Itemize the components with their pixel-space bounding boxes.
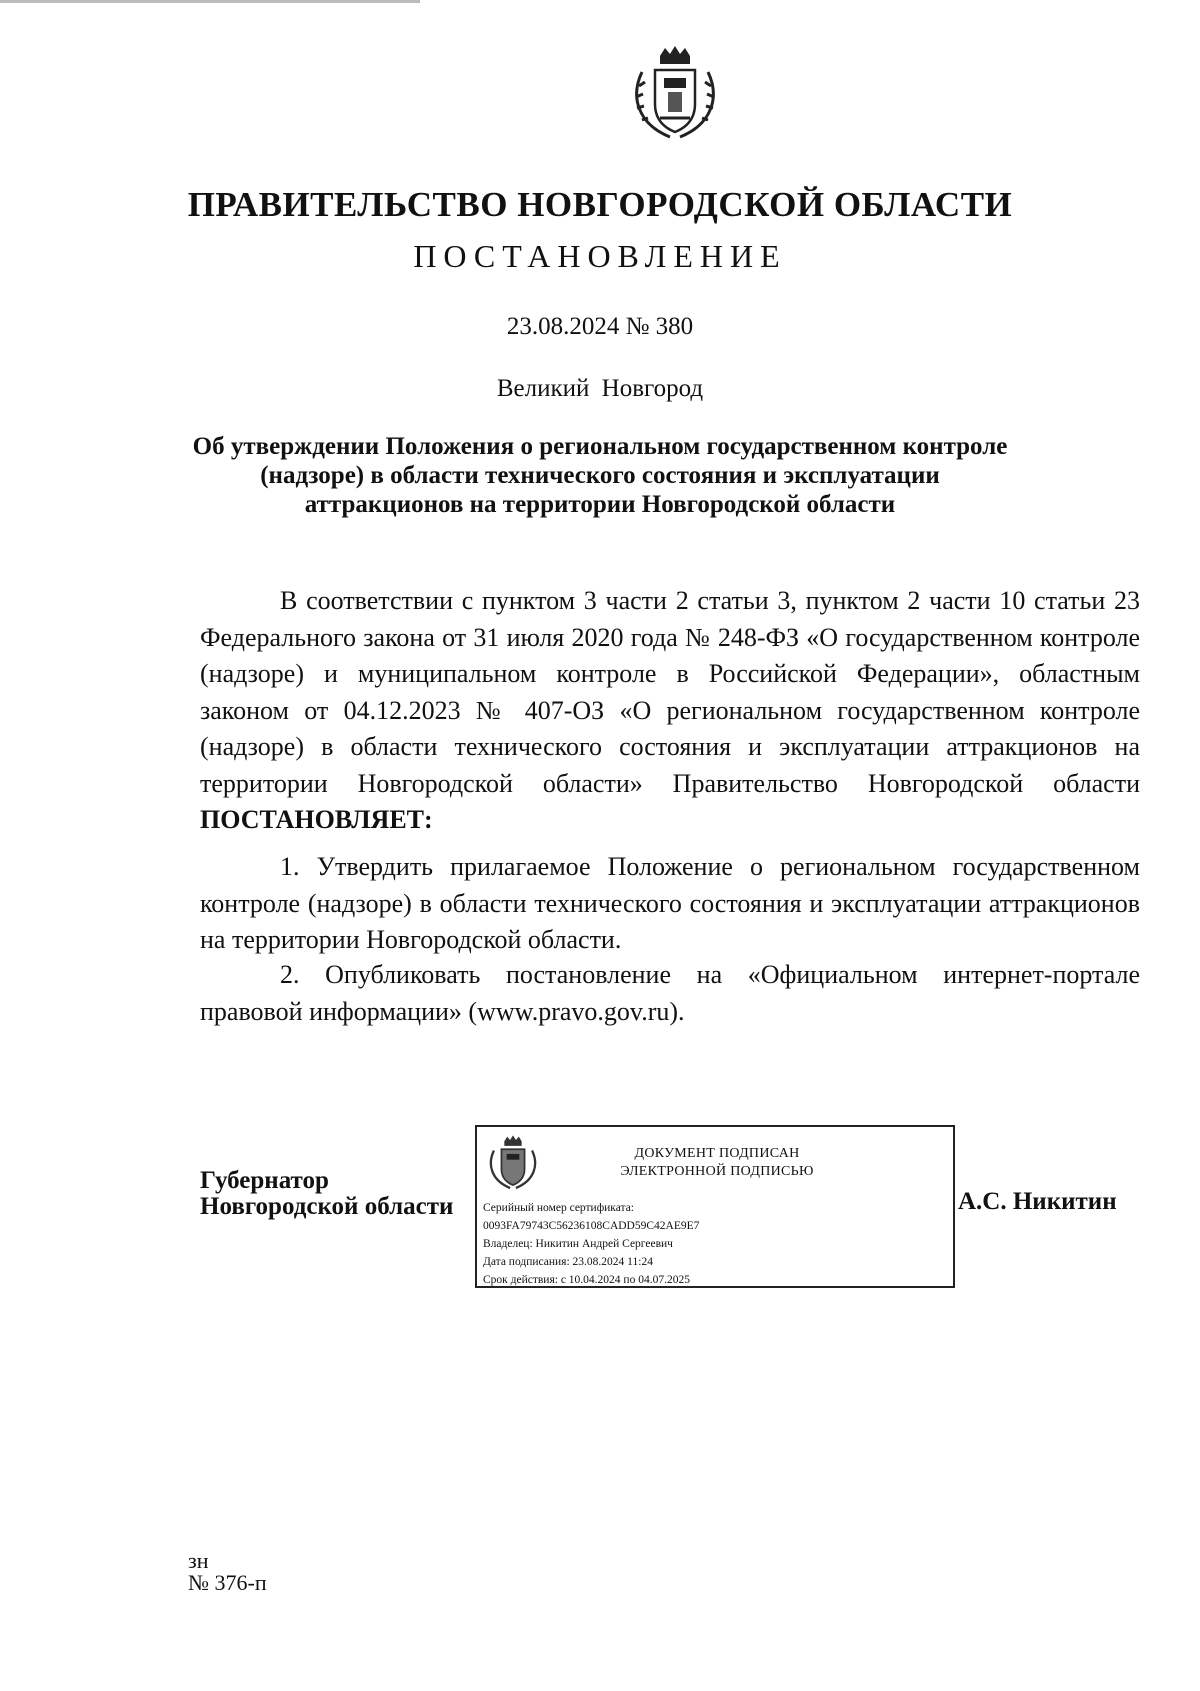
stamp-heading [567, 1145, 867, 1181]
stamp-heading-line: ЭЛЕКТРОННОЙ ПОДПИСЬЮ [620, 1164, 814, 1179]
signer-name: А.С. Никитин [958, 1188, 1117, 1215]
document-date-number: 23.08.2024 № 380 [506, 313, 694, 340]
electronic-signature-stamp [475, 1125, 955, 1288]
item-1-paragraph: 1. Утвердить прилагаемое Положение о региональном государственном контроле (надзоре) в области технического состояния и эксплуатации аттракционов на территории Новгородской области. [200, 852, 1140, 954]
subject-line: аттракционов на территории Новгородской области [304, 491, 896, 518]
stamp-serial: 0093FA79743C56236108CADD59C42AE9E7 [483, 1220, 700, 1232]
signer-position-line: Губернатор [200, 1167, 329, 1194]
stamp-owner: Владелец: Никитин Андрей Сергеевич [483, 1238, 673, 1250]
signer-position [200, 1168, 453, 1220]
coat-of-arms-icon [630, 42, 720, 142]
document-subject [180, 432, 1020, 519]
scan-edge-line [0, 0, 420, 3]
stamp-serial-label: Серийный номер сертификата: [483, 1202, 634, 1214]
stamp-heading-line: ДОКУМЕНТ ПОДПИСАН [634, 1146, 800, 1161]
coat-of-arms-icon [487, 1133, 539, 1191]
document-city: Великий Новгород [496, 375, 704, 402]
registration-number: № 376-п [188, 1570, 267, 1595]
subject-line: (надзоре) в области технического состояния и эксплуатации [260, 462, 940, 489]
registration-block [188, 1550, 267, 1594]
document-type: ПОСТАНОВЛЕНИЕ [413, 238, 787, 274]
subject-line: Об утверждении Положения о региональном государственном контроле [192, 433, 1008, 460]
preamble-text: В соответствии с пунктом 3 части 2 статьи 3, пунктом 2 части 10 статьи 23 Федерального закона от 31 июля 2020 года № 248-ФЗ «О государственном контроле (надзоре) и муниципальном контроле в Российской Федерации», областным законом от 04.12.2023 № 407-ОЗ «О региональном государственном контроле (надзоре) в области технического состояния и эксплуатации аттракционов на территории Новгородской области» Правительство Новгородской области [200, 586, 1140, 798]
signer-position-line: Новгородской области [200, 1193, 454, 1220]
stamp-validity: Срок действия: с 10.04.2024 по 04.07.2025 [483, 1274, 690, 1286]
item-2-paragraph: 2. Опубликовать постановление на «Официальном интернет-портале правовой информации» (www.pravo.gov.ru). [200, 960, 1140, 1026]
preamble-paragraph [200, 583, 1140, 839]
organization-title: ПРАВИТЕЛЬСТВО НОВГОРОДСКОЙ ОБЛАСТИ [187, 185, 1013, 224]
stamp-signed-at: Дата подписания: 23.08.2024 11:24 [483, 1256, 653, 1268]
resolves-keyword: ПОСТАНОВЛЯЕТ: [200, 805, 433, 834]
executor-initials: зн [188, 1548, 209, 1573]
